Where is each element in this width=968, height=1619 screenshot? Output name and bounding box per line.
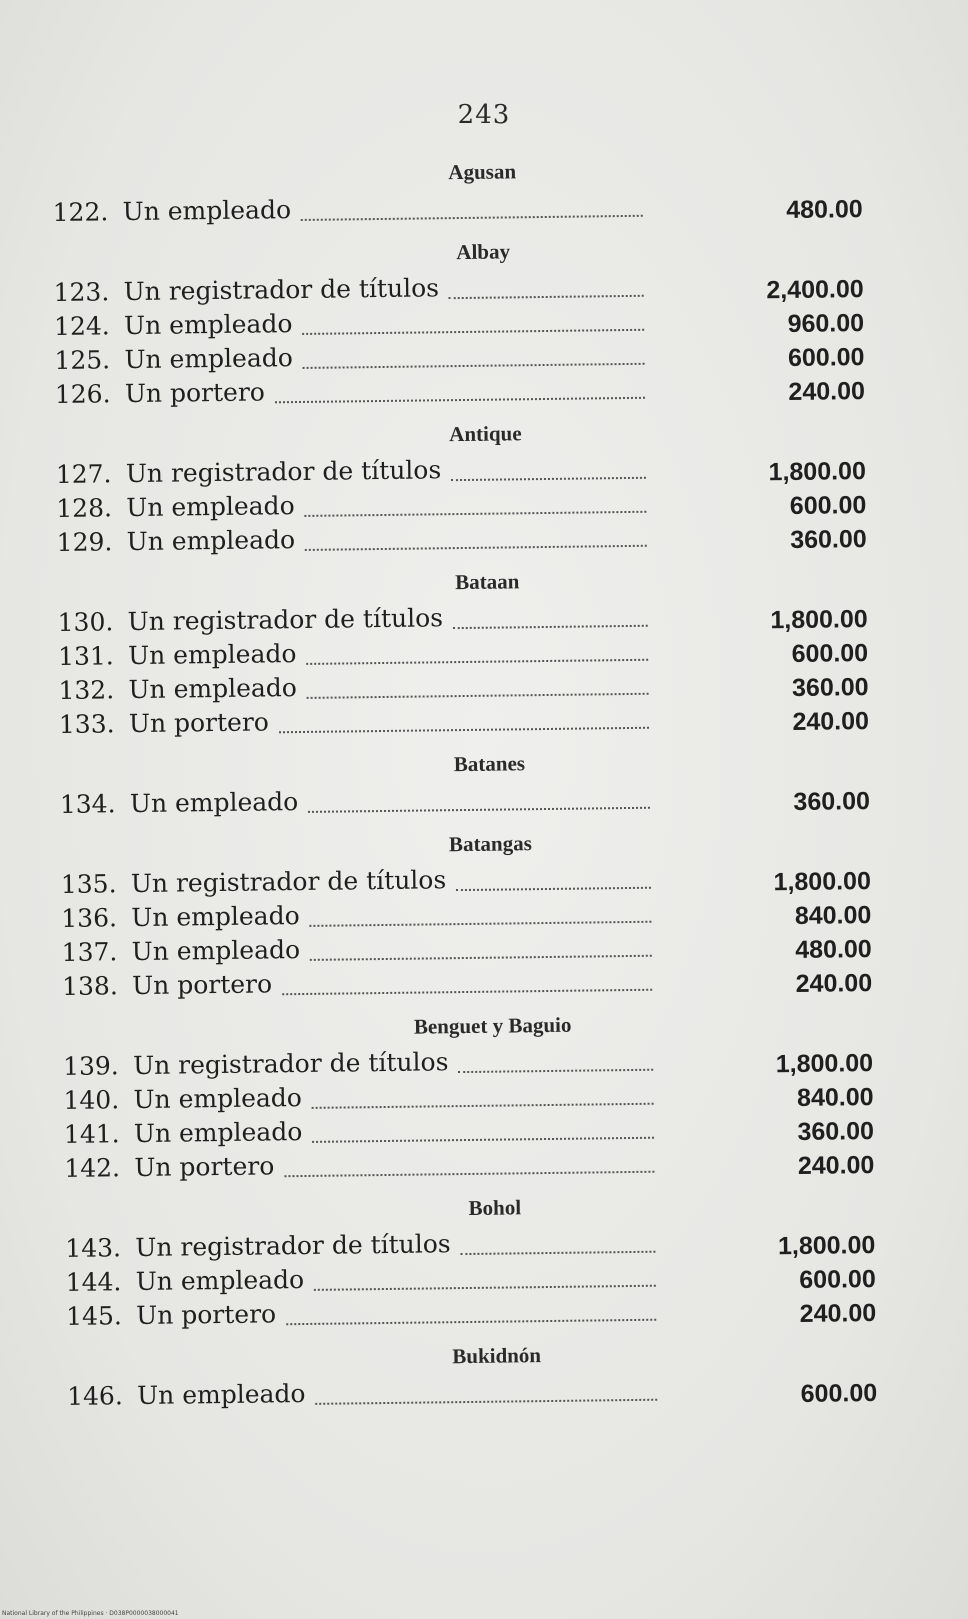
- section: [53, 228, 895, 420]
- entry-description: Un empleado: [133, 1117, 303, 1149]
- entry-amount: 960.00: [787, 309, 865, 339]
- dot-leader: [305, 511, 647, 517]
- entry-description: Un registrador de títulos: [127, 603, 444, 637]
- entry-description: Un registrador de títulos: [135, 1229, 451, 1263]
- entry-description: Un empleado: [126, 525, 296, 557]
- section: [52, 148, 893, 238]
- entry-amount: 1,800.00: [768, 457, 867, 487]
- entry-amount: 240.00: [799, 1299, 877, 1328]
- page-number: 243: [457, 100, 511, 130]
- entry-description: Un empleado: [124, 343, 294, 375]
- section: [66, 1332, 907, 1422]
- dot-leader: [310, 955, 652, 961]
- entry-amount: 600.00: [791, 639, 869, 668]
- dot-leader: [307, 659, 649, 665]
- archive-footer: National Library of the Philippines · D038P0000038000041: [2, 1610, 179, 1617]
- entry-number: 137.: [61, 937, 118, 967]
- entry-amount: 600.00: [799, 1265, 876, 1294]
- entry-description: Un empleado: [136, 1378, 306, 1411]
- entry-amount: 600.00: [787, 343, 865, 373]
- dot-leader: [459, 1069, 654, 1073]
- section-title: Antique: [449, 421, 522, 447]
- section-title: Agusan: [448, 159, 517, 185]
- entry-number: 138.: [61, 971, 118, 1001]
- entry-amount: 240.00: [792, 707, 870, 736]
- section-title: Bataan: [454, 569, 520, 595]
- dot-leader: [449, 295, 644, 299]
- entry-amount: 1,800.00: [773, 867, 872, 897]
- dot-leader: [316, 1399, 658, 1405]
- entry-description: Un empleado: [128, 673, 298, 705]
- entry-amount: 360.00: [791, 673, 869, 702]
- entry-number: 139.: [62, 1051, 119, 1081]
- section-title: Benguet y Baguio: [413, 1012, 572, 1039]
- dot-leader: [308, 807, 650, 813]
- entry-description: Un empleado: [129, 787, 299, 819]
- dot-leader: [303, 363, 645, 369]
- entry-description: Un empleado: [122, 195, 292, 227]
- dot-leader: [461, 1251, 656, 1255]
- entry-amount: 600.00: [789, 491, 867, 521]
- entry-amount: 360.00: [797, 1117, 875, 1146]
- entry-description: Un registrador de títulos: [125, 455, 442, 489]
- dot-leader: [303, 329, 645, 335]
- entry-amount: 360.00: [793, 787, 871, 816]
- dot-leader: [279, 727, 649, 734]
- dot-leader: [312, 1137, 654, 1143]
- entry-number: 133.: [58, 709, 115, 739]
- entry-number: 146.: [66, 1381, 123, 1411]
- entry-amount: 240.00: [795, 969, 873, 998]
- dot-leader: [305, 545, 647, 551]
- entry-number: 141.: [63, 1119, 120, 1149]
- entry-number: 131.: [57, 641, 114, 671]
- entry-amount: 2,400.00: [766, 275, 864, 305]
- entry-description: Un empleado: [131, 901, 300, 933]
- entry-description: Un registrador de títulos: [130, 865, 447, 899]
- dot-leader: [282, 989, 652, 996]
- entry-number: 132.: [58, 675, 115, 705]
- dot-leader: [284, 1171, 654, 1178]
- section-title: Batangas: [448, 831, 532, 857]
- dot-leader: [314, 1285, 656, 1291]
- entry-description: Un portero: [135, 1299, 277, 1331]
- section-title: Albay: [456, 239, 511, 265]
- entry-number: 142.: [64, 1153, 121, 1183]
- entry-number: 122.: [52, 197, 109, 227]
- entry-description: Un empleado: [133, 1083, 303, 1115]
- entry-description: Un portero: [128, 707, 270, 739]
- entry-number: 144.: [65, 1267, 122, 1297]
- entry-amount: 1,800.00: [777, 1231, 876, 1261]
- entry-amount: 240.00: [788, 377, 866, 407]
- entry-number: 124.: [53, 311, 110, 341]
- entry-description: Un empleado: [135, 1265, 305, 1297]
- entry-description: Un portero: [124, 377, 266, 409]
- entry-number: 123.: [53, 277, 110, 307]
- entry-description: Un portero: [134, 1151, 275, 1183]
- entry-amount: 480.00: [795, 935, 872, 964]
- section: [62, 1002, 904, 1194]
- entry-amount: 480.00: [786, 195, 863, 225]
- entry-amount: 840.00: [794, 901, 872, 930]
- entry-amount: 360.00: [790, 525, 867, 555]
- entry-description: Un empleado: [126, 491, 295, 523]
- section-title: Bohol: [468, 1195, 522, 1220]
- dot-leader: [312, 1103, 654, 1109]
- section-title: Batanes: [453, 751, 526, 777]
- dot-leader: [310, 921, 652, 927]
- entry-number: 143.: [65, 1233, 122, 1263]
- entry-description: Un portero: [131, 969, 273, 1001]
- entry-amount: 840.00: [796, 1083, 874, 1112]
- entry-description: Un registrador de títulos: [132, 1047, 449, 1081]
- section: [55, 410, 897, 568]
- entry-amount: 1,800.00: [770, 605, 868, 635]
- entry-description: Un empleado: [127, 639, 297, 671]
- dot-leader: [456, 887, 651, 891]
- section: [57, 558, 899, 750]
- budget-listing: [52, 148, 907, 1422]
- entry-description: Un empleado: [131, 935, 301, 967]
- entry-description: Un empleado: [123, 309, 293, 341]
- section: [65, 1184, 907, 1342]
- entry-number: 126.: [54, 379, 111, 409]
- entry-number: 128.: [56, 493, 113, 523]
- dot-leader: [286, 1319, 656, 1326]
- entry-number: 125.: [54, 345, 111, 375]
- section-title: Bukidnón: [452, 1343, 542, 1369]
- dot-leader: [275, 397, 645, 404]
- dot-leader: [453, 625, 648, 629]
- entry-amount: 600.00: [800, 1379, 878, 1408]
- dot-leader: [301, 215, 643, 221]
- entry-number: 130.: [57, 607, 114, 637]
- dot-leader: [307, 693, 649, 699]
- section: [60, 820, 902, 1012]
- entry-number: 129.: [56, 527, 113, 557]
- entry-description: Un registrador de títulos: [123, 273, 440, 307]
- entry-amount: 240.00: [797, 1151, 875, 1180]
- dot-leader: [451, 477, 646, 481]
- entry-number: 135.: [60, 869, 117, 899]
- entry-number: 140.: [63, 1085, 120, 1115]
- entry-amount: 1,800.00: [775, 1049, 874, 1079]
- section: [59, 740, 900, 830]
- entry-number: 136.: [61, 903, 118, 933]
- entry-number: 145.: [65, 1301, 122, 1331]
- entry-number: 134.: [59, 789, 116, 819]
- entry-number: 127.: [55, 459, 112, 489]
